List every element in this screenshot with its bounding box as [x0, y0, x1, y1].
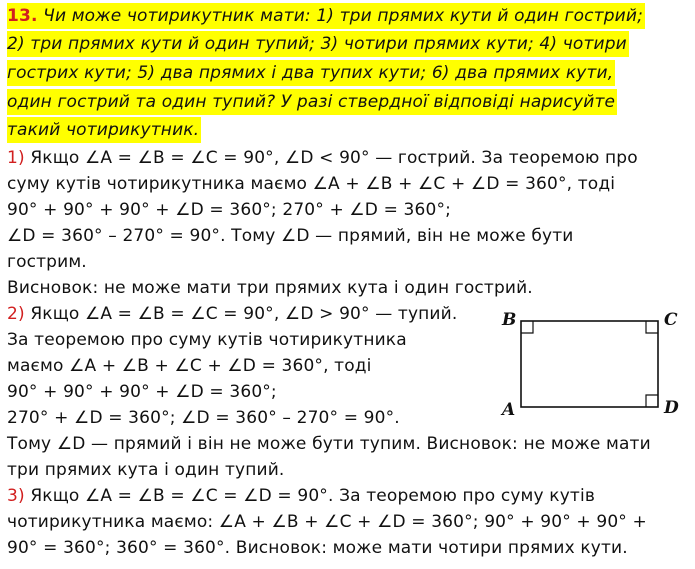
- vertex-label-b: B: [502, 310, 517, 330]
- right-angle-d: [646, 395, 658, 407]
- vertex-label-a: A: [502, 400, 516, 420]
- task-line-4: один гострий та один тупий? У разі ствердної відповіді нарисуйте: [7, 89, 617, 115]
- part2-line-7: три прямих кута і один тупий.: [7, 460, 285, 480]
- part2-line-1: 2) Якщо ∠A = ∠B = ∠C = 90°, ∠D > 90° — тупий.: [7, 304, 458, 324]
- part3-number: 3): [7, 486, 25, 506]
- part2-line-2: За теоремою про суму кутів чотирикутника: [7, 330, 407, 350]
- vertex-label-d: D: [664, 398, 679, 418]
- right-angle-b: [521, 321, 533, 333]
- vertex-label-c: C: [664, 310, 678, 330]
- part1-number: 1): [7, 148, 25, 168]
- task-line-3: гострих кути; 5) два прямих і два тупих кути; 6) два прямих кути,: [7, 60, 615, 86]
- right-angle-c: [646, 321, 658, 333]
- task-line-1: 13. Чи може чотирикутник мати: 1) три прямих кути й один гострий;: [7, 3, 645, 29]
- part1-line-3: 90° + 90° + 90° + ∠D = 360°; 270° + ∠D = 360°;: [7, 200, 451, 220]
- part2-line-5: 270° + ∠D = 360°; ∠D = 360° – 270° = 90°.: [7, 408, 400, 428]
- part2-number: 2): [7, 304, 25, 324]
- part2-line-6: Тому ∠D — прямий і він не може бути тупим. Висновок: не може мати: [7, 434, 651, 454]
- part3-line-2: чотирикутника маємо: ∠A + ∠B + ∠C + ∠D = 360°; 90° + 90° + 90° +: [7, 512, 647, 532]
- part1-line-4: ∠D = 360° – 270° = 90°. Тому ∠D — прямий, він не може бути: [7, 226, 574, 246]
- rectangle-figure: [494, 308, 694, 426]
- task-line-5: такий чотирикутник.: [7, 117, 201, 143]
- part3-line-1: 3) Якщо ∠A = ∠B = ∠C = ∠D = 90°. За теоремою про суму кутів: [7, 486, 596, 506]
- rectangle-abcd: [521, 321, 658, 407]
- part3-line-3: 90° = 360°; 360° = 360°. Висновок: може мати чотири прямих кути.: [7, 538, 628, 558]
- part1-line-2: суму кутів чотирикутника маємо ∠A + ∠B + ∠C + ∠D = 360°, тоді: [7, 174, 616, 194]
- part1-line-5: гострим.: [7, 252, 87, 272]
- part1-line-1: 1) Якщо ∠A = ∠B = ∠C = 90°, ∠D < 90° — гострий. За теоремою про: [7, 148, 638, 168]
- task-line-2: 2) три прямих кути й один тупий; 3) чотири прямих кути; 4) чотири: [7, 31, 629, 57]
- task-number: 13.: [7, 6, 38, 26]
- part2-line-4: 90° + 90° + 90° + ∠D = 360°;: [7, 382, 277, 402]
- part2-line-3: маємо ∠A + ∠B + ∠C + ∠D = 360°, тоді: [7, 356, 372, 376]
- part1-conclusion: Висновок: не може мати три прямих кута і один гострий.: [7, 278, 533, 298]
